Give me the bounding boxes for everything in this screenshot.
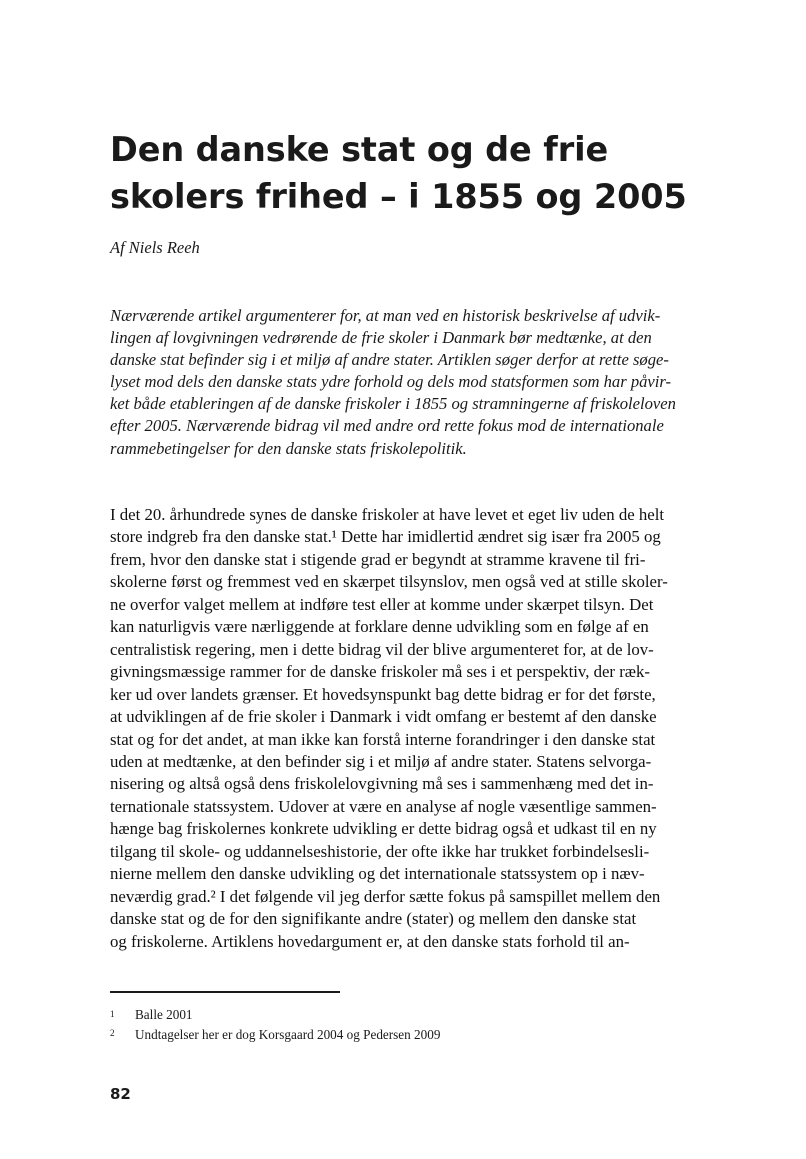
abstract-line: Nærværende artikel argumenterer for, at man ved en historisk beskrivelse af udvik- <box>110 306 661 325</box>
footnote-item <box>110 1025 698 1045</box>
body-line: frem, hvor den danske stat i stigende grad er begyndt at stramme kravene til fri- <box>110 549 646 569</box>
abstract-line: lingen af lovgivningen vedrørende de frie skoler i Danmark bør medtænke, at den <box>110 328 652 348</box>
body-line: centralistisk regering, men i dette bidrag vil der blive argumenteret for, at de lov- <box>110 639 654 659</box>
page-title <box>110 126 710 220</box>
abstract-line: ket både etableringen af de danske friskoler i 1855 og stramningerne af friskoleloven <box>110 394 676 414</box>
body-line: at udviklingen af de frie skoler i Danmark i vidt omfang er bestemt af den danske <box>110 707 657 727</box>
abstract-block <box>110 305 698 460</box>
body-paragraph <box>110 504 700 953</box>
body-line: store indgreb fra den danske stat.¹ Dette har imidlertid ændret sig især fra 2005 og <box>110 527 661 547</box>
abstract-line: danske stat befinder sig i et miljø af andre stater. Artiklen søger derfor at rette søge- <box>110 350 669 370</box>
page-title-line-1: Den danske stat og de frie <box>110 130 609 170</box>
footnote-item <box>110 1005 698 1025</box>
footnotes-block <box>110 1005 698 1044</box>
body-line: I det 20. århundrede synes de danske friskoler at have levet et eget liv uden de helt <box>110 505 665 524</box>
body-line: nisering og altså også dens friskolelovgivning må ses i sammenhæng med det in- <box>110 774 654 794</box>
body-line: neværdig grad.² I det følgende vil jeg derfor sætte fokus på samspillet mellem den <box>110 886 661 906</box>
footnote-separator-rule <box>110 991 340 993</box>
footnote-text: Undtagelser her er dog Korsgaard 2004 og Pedersen 2009 <box>135 1026 441 1042</box>
author-byline: Af Niels Reeh <box>110 238 200 257</box>
body-line: ne overfor valget mellem at indføre test eller at komme under skærpet tilsyn. Det <box>110 594 654 614</box>
page-number: 82 <box>110 1085 131 1103</box>
body-line: skolerne først og fremmest ved en skærpet tilsynslov, men også ved at stille skoler- <box>110 572 668 592</box>
body-line: danske stat og de for den signifikante andre (stater) og mellem den danske stat <box>110 909 637 929</box>
body-line: kan naturligvis være nærliggende at forklare denne udvikling som en følge af en <box>110 617 649 637</box>
body-line: stat og for det andet, at man ikke kan forstå interne forandringer i den danske stat <box>110 729 656 749</box>
abstract-line: lyset mod dels den danske stats ydre forhold og dels mod statsformen som har påvir- <box>110 372 672 392</box>
body-line: ternationale statssystem. Udover at være en analyse af nogle væsentlige sammen- <box>110 796 657 816</box>
page-title-line-2: skolers frihed – i 1855 og 2005 <box>110 177 687 217</box>
body-line: uden at medtænke, at den befinder sig i et miljø af andre stater. Statens selvorga- <box>110 751 652 771</box>
abstract-line: rammebetingelser for den danske stats friskolepolitik. <box>110 438 467 458</box>
body-line: givningsmæssige rammer for de danske friskoler må ses i et perspektiv, der ræk- <box>110 662 650 682</box>
footnote-text: Balle 2001 <box>135 1007 193 1022</box>
body-line: og friskolerne. Artiklens hovedargument er, at den danske stats forhold til an- <box>110 931 630 951</box>
body-line: nierne mellem den danske udvikling og det internationale statssystem op i næv- <box>110 864 645 884</box>
body-line: tilgang til skole- og uddannelseshistorie, der ofte ikke har trukket forbindelsesli- <box>110 841 650 861</box>
abstract-line: efter 2005. Nærværende bidrag vil med andre ord rette fokus mod de internationale <box>110 416 664 436</box>
footnote-marker: 1 <box>110 1008 115 1019</box>
footnote-marker: 2 <box>110 1028 115 1039</box>
body-line: ker ud over landets grænser. Et hovedsynspunkt bag dette bidrag er for det første, <box>110 684 656 704</box>
body-line: hænge bag friskolernes konkrete udvikling er dette bidrag også et udkast til en ny <box>110 819 657 839</box>
